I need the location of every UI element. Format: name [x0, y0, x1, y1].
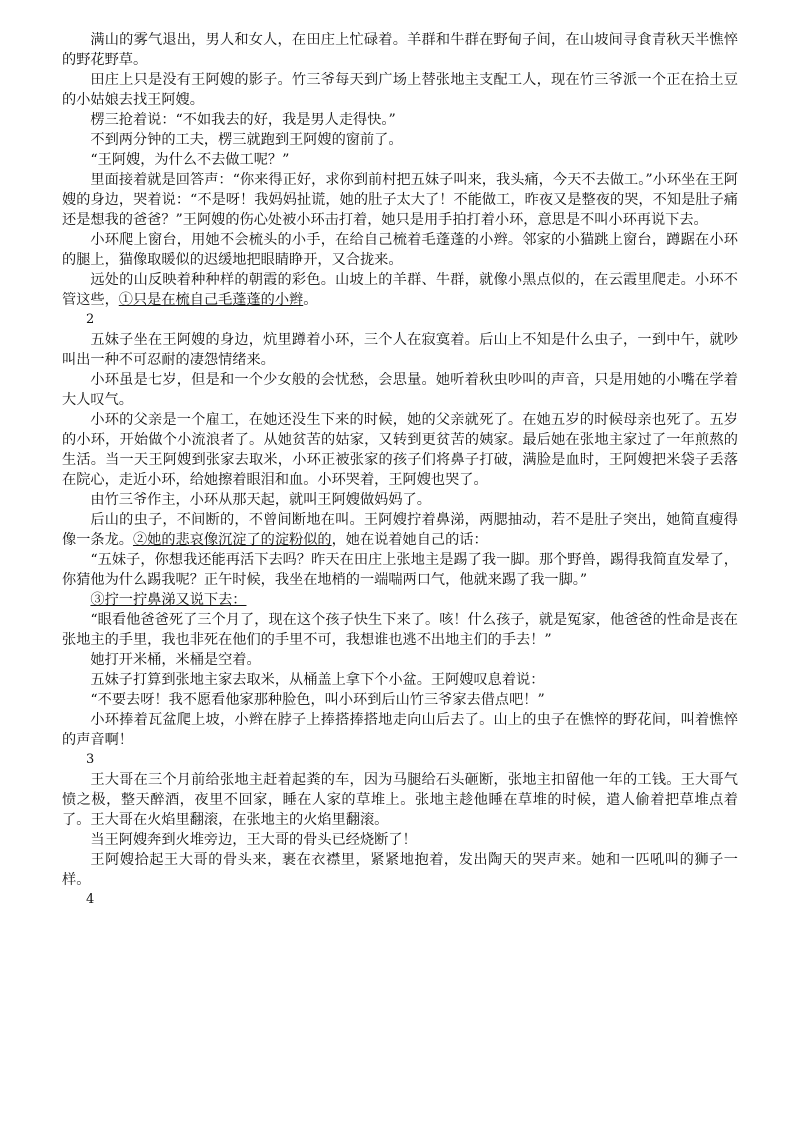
paragraph: 田庄上只是没有王阿嫂的影子。竹三爷每天到广场上替张地主支配工人，现在竹三爷派一个正在拾土豆的小姑娘去找王阿嫂。 — [62, 72, 738, 108]
paragraph: “眼看他爸爸死了三个月了，现在这个孩子快生下来了。咳！什么孩子，就是冤家，他爸爸的性命是丧在张地主的手里，我也非死在他们的手里不可，我想谁也逃不出地主们的手去！” — [62, 612, 738, 648]
paragraph: 五妹子打算到张地主家去取米，从桶盖上拿下个小盆。王阿嫂叹息着说： — [90, 672, 545, 688]
underlined-phrase-3: ③拧一拧鼻涕又说下去： — [90, 592, 247, 608]
paragraph: 里面接着就是回答声：“你来得正好，求你到前村把五妹子叫来，我头痛，今天不去做工。”小环坐在王阿嫂的身边，哭着说：“不是呀！我妈妈扯谎，她的肚子太大了！不能做工，昨夜又是整夜的哭，不知是肚子痛还是想我的爸爸？”王阿嫂的伤心处被小环击打着，她只是用手拍打着小环，意思是不叫小环再说下去。 — [62, 172, 738, 228]
paragraph-with-underline — [62, 510, 738, 550]
paragraph: “五妹子，你想我还能再活下去吗？昨天在田庄上张地主是踢了我一脚。那个野兽，踢得我简直发晕了，你猜他为什么踢我呢？正午时候，我坐在地梢的一端喘两口气，他就来踢了我一脚。” — [62, 552, 738, 588]
document-page — [62, 30, 738, 910]
paragraph-with-underline — [62, 270, 738, 310]
paragraph: 小环虽是七岁，但是和一个少女般的会忧愁，会思量。她听着秋虫吵叫的声音，只是用她的小嘴在学着大人叹气。 — [62, 372, 738, 408]
underlined-phrase-1: ①只是在梳自己毛蓬蓬的小辫 — [118, 292, 304, 308]
text-run: 远处的山反映着种种样的朝霞的彩色。山坡上的羊群、牛群，就像小黑点似的，在云霞里爬走。小环不管这些， — [62, 272, 738, 308]
paragraph: 由竹三爷作主，小环从那天起，就叫王阿嫂做妈妈了。 — [90, 492, 431, 508]
paragraph: 当王阿嫂奔到火堆旁边，王大哥的骨头已经烧断了！ — [90, 832, 417, 848]
underlined-phrase-2: ②她的悲哀像沉淀了的淀粉似的 — [132, 532, 332, 548]
paragraph: 小环的父亲是一个雇工，在她还没生下来的时候，她的父亲就死了。在她五岁的时候母亲也死了。五岁的小环，开始做个小流浪者了。从她贫苦的姑家，又转到更贫苦的姨家。最后她在张地主家过了一年煎熬的生活。当一天王阿嫂到张家去取米，小环正被张家的孩子们将鼻子打破，满脸是血时，王阿嫂把米袋子丢落在院心，走近小环，给她擦着眼泪和血。小环哭着，王阿嫂也哭了。 — [62, 412, 738, 488]
section-number: 3 — [86, 752, 95, 767]
paragraph: 小环爬上窗台，用她不会梳头的小手，在给自己梳着毛蓬蓬的小辫。邻家的小猫跳上窗台，蹲踞在小环的腿上，猫像取暖似的迟缓地把眼睛睁开，又合拢来。 — [62, 232, 738, 268]
paragraph: “王阿嫂，为什么不去做工呢？” — [90, 152, 290, 168]
paragraph: 王阿嫂拾起王大哥的骨头来，裹在衣襟里，紧紧地抱着，发出陶天的哭声来。她和一匹吼叫的狮子一样。 — [62, 852, 738, 888]
section-number: 2 — [86, 312, 95, 327]
text-run: 后山的虫子，不间断的，不曾间断地在叫。王阿嫂拧着鼻涕，两腮抽动，若不是肚子突出，她简直瘦得像一条龙。 — [62, 512, 738, 548]
paragraph: 满山的雾气退出，男人和女人，在田庄上忙碌着。羊群和牛群在野甸子间，在山坡间寻食青秋天半憔悴的野花野草。 — [62, 32, 738, 68]
paragraph-with-underline — [62, 590, 738, 610]
paragraph: 五妹子坐在王阿嫂的身边，炕里蹲着小环，三个人在寂寞着。后山上不知是什么虫子，一到中午，就吵叫出一种不可忍耐的凄怨情绪来。 — [62, 332, 738, 368]
paragraph: “不要去呀！我不愿看他家那种脸色，叫小环到后山竹三爷家去借点吧！” — [90, 692, 545, 708]
paragraph: 小环捧着瓦盆爬上坡，小辫在脖子上捧搭捧搭地走向山后去了。山上的虫子在憔悴的野花间，叫着憔悴的声音啊！ — [62, 712, 738, 748]
paragraph: 不到两分钟的工夫，楞三就跑到王阿嫂的窗前了。 — [90, 132, 403, 148]
paragraph: 王大哥在三个月前给张地主赶着起粪的车，因为马腿给石头砸断，张地主扣留他一年的工钱。王大哥气愤之极，整天醉酒，夜里不回家，睡在人家的草堆上。张地主趁他睡在草堆的时候，遣人偷着把草堆点着了。王大哥在火焰里翻滚，在张地主的火焰里翻滚。 — [62, 772, 738, 828]
text-run: 。 — [303, 292, 318, 308]
paragraph: 楞三抢着说：“不如我去的好，我是男人走得快。” — [90, 112, 396, 128]
section-number: 4 — [86, 892, 95, 907]
paragraph: 她打开米桶，米桶是空着。 — [90, 652, 261, 668]
text-run: ，她在说着她自己的话： — [331, 532, 488, 548]
